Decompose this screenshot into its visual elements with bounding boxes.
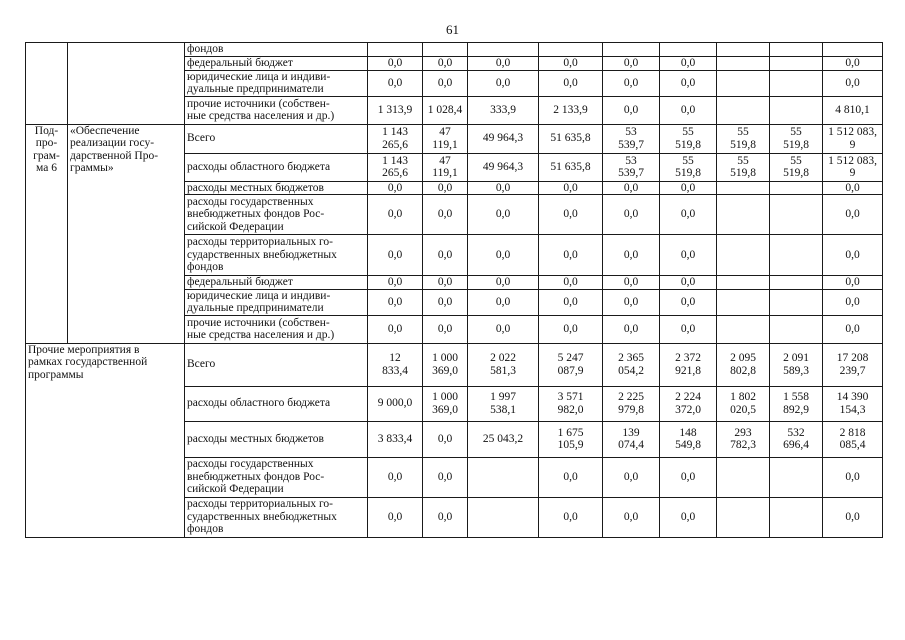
subprogram-code-cell: Под- про- грам- ма 6 bbox=[26, 124, 68, 343]
value-cell: 0,0 bbox=[660, 96, 717, 124]
value-cell: 0,0 bbox=[603, 276, 660, 290]
value-cell: 2 365 054,2 bbox=[603, 343, 660, 386]
subprogram-name-cell bbox=[68, 43, 185, 125]
value-cell: 0,0 bbox=[539, 195, 603, 235]
value-cell: 1 028,4 bbox=[423, 96, 468, 124]
value-cell: 0,0 bbox=[823, 497, 883, 537]
value-cell: 17 208 239,7 bbox=[823, 343, 883, 386]
value-cell: 0,0 bbox=[423, 276, 468, 290]
source-label-cell: федеральный бюджет bbox=[185, 57, 368, 71]
value-cell: 5 247 087,9 bbox=[539, 343, 603, 386]
value-cell bbox=[770, 497, 823, 537]
value-cell bbox=[770, 457, 823, 497]
value-cell: 0,0 bbox=[823, 289, 883, 315]
value-cell bbox=[468, 43, 539, 57]
value-cell: 0,0 bbox=[539, 497, 603, 537]
funding-table bbox=[25, 42, 883, 538]
value-cell: 0,0 bbox=[468, 195, 539, 235]
value-cell: 1 000 369,0 bbox=[423, 386, 468, 421]
value-cell bbox=[770, 289, 823, 315]
value-cell: 55 519,8 bbox=[717, 124, 770, 153]
value-cell: 0,0 bbox=[423, 181, 468, 195]
value-cell: 0,0 bbox=[603, 70, 660, 96]
value-cell: 0,0 bbox=[660, 276, 717, 290]
value-cell bbox=[717, 96, 770, 124]
value-cell: 0,0 bbox=[539, 315, 603, 343]
source-label-cell: фондов bbox=[185, 43, 368, 57]
value-cell: 55 519,8 bbox=[717, 153, 770, 181]
subprogram-code-cell bbox=[26, 43, 68, 125]
value-cell bbox=[717, 276, 770, 290]
value-cell: 0,0 bbox=[368, 315, 423, 343]
source-label-cell: федеральный бюджет bbox=[185, 276, 368, 290]
value-cell bbox=[717, 497, 770, 537]
value-cell: 51 635,8 bbox=[539, 124, 603, 153]
value-cell: 0,0 bbox=[823, 195, 883, 235]
value-cell bbox=[717, 181, 770, 195]
value-cell: 9 000,0 bbox=[368, 386, 423, 421]
value-cell: 0,0 bbox=[368, 235, 423, 276]
value-cell: 0,0 bbox=[823, 57, 883, 71]
subprogram-name-cell: «Обеспечение реализации госу- дарственной Про- граммы» bbox=[68, 124, 185, 343]
value-cell: 293 782,3 bbox=[717, 421, 770, 457]
value-cell: 1 512 083, 9 bbox=[823, 153, 883, 181]
value-cell: 2 091 589,3 bbox=[770, 343, 823, 386]
value-cell: 2 225 979,8 bbox=[603, 386, 660, 421]
value-cell: 1 143 265,6 bbox=[368, 124, 423, 153]
source-label-cell: расходы местных бюджетов bbox=[185, 421, 368, 457]
source-label-cell: Всего bbox=[185, 124, 368, 153]
value-cell: 0,0 bbox=[468, 181, 539, 195]
value-cell: 14 390 154,3 bbox=[823, 386, 883, 421]
value-cell: 0,0 bbox=[823, 315, 883, 343]
value-cell: 0,0 bbox=[603, 96, 660, 124]
value-cell: 1 512 083, 9 bbox=[823, 124, 883, 153]
source-label-cell: расходы областного бюджета bbox=[185, 386, 368, 421]
value-cell: 47 119,1 bbox=[423, 153, 468, 181]
value-cell: 0,0 bbox=[468, 70, 539, 96]
value-cell: 0,0 bbox=[423, 70, 468, 96]
value-cell: 49 964,3 bbox=[468, 124, 539, 153]
value-cell: 0,0 bbox=[368, 457, 423, 497]
value-cell bbox=[770, 43, 823, 57]
value-cell bbox=[823, 43, 883, 57]
value-cell bbox=[603, 43, 660, 57]
value-cell bbox=[717, 235, 770, 276]
value-cell: 1 143 265,6 bbox=[368, 153, 423, 181]
value-cell: 0,0 bbox=[539, 276, 603, 290]
value-cell: 0,0 bbox=[539, 181, 603, 195]
source-label-cell: прочие источники (собствен- ные средства населения и др.) bbox=[185, 96, 368, 124]
value-cell: 49 964,3 bbox=[468, 153, 539, 181]
value-cell: 0,0 bbox=[468, 315, 539, 343]
value-cell: 53 539,7 bbox=[603, 124, 660, 153]
value-cell: 53 539,7 bbox=[603, 153, 660, 181]
value-cell bbox=[770, 195, 823, 235]
value-cell: 1 997 538,1 bbox=[468, 386, 539, 421]
value-cell: 532 696,4 bbox=[770, 421, 823, 457]
value-cell: 0,0 bbox=[423, 457, 468, 497]
value-cell: 1 000 369,0 bbox=[423, 343, 468, 386]
source-label-cell: расходы территориальных го- сударственных внебюджетных фондов bbox=[185, 497, 368, 537]
value-cell bbox=[770, 70, 823, 96]
value-cell: 333,9 bbox=[468, 96, 539, 124]
value-cell: 0,0 bbox=[823, 235, 883, 276]
value-cell bbox=[368, 43, 423, 57]
value-cell: 0,0 bbox=[423, 195, 468, 235]
value-cell: 0,0 bbox=[603, 195, 660, 235]
value-cell bbox=[770, 315, 823, 343]
value-cell: 0,0 bbox=[603, 289, 660, 315]
source-label-cell: юридические лица и индиви- дуальные предприниматели bbox=[185, 289, 368, 315]
value-cell: 55 519,8 bbox=[770, 124, 823, 153]
value-cell: 0,0 bbox=[468, 276, 539, 290]
value-cell bbox=[423, 43, 468, 57]
value-cell: 0,0 bbox=[660, 70, 717, 96]
value-cell: 0,0 bbox=[823, 457, 883, 497]
source-label-cell: юридические лица и индиви- дуальные предприниматели bbox=[185, 70, 368, 96]
value-cell: 2 224 372,0 bbox=[660, 386, 717, 421]
value-cell: 0,0 bbox=[368, 181, 423, 195]
value-cell: 55 519,8 bbox=[660, 153, 717, 181]
value-cell: 0,0 bbox=[660, 57, 717, 71]
value-cell: 1 313,9 bbox=[368, 96, 423, 124]
value-cell: 0,0 bbox=[660, 181, 717, 195]
value-cell bbox=[770, 276, 823, 290]
value-cell: 0,0 bbox=[539, 70, 603, 96]
section-title: Прочие мероприятия в рамках государственной программы bbox=[26, 343, 185, 537]
value-cell: 0,0 bbox=[660, 235, 717, 276]
value-cell: 0,0 bbox=[368, 497, 423, 537]
value-cell bbox=[717, 70, 770, 96]
value-cell bbox=[717, 289, 770, 315]
table-row bbox=[26, 43, 883, 57]
source-label-cell: Всего bbox=[185, 343, 368, 386]
source-label-cell: расходы областного бюджета bbox=[185, 153, 368, 181]
value-cell bbox=[660, 43, 717, 57]
value-cell: 0,0 bbox=[423, 497, 468, 537]
value-cell: 0,0 bbox=[423, 421, 468, 457]
value-cell: 51 635,8 bbox=[539, 153, 603, 181]
source-label-cell: прочие источники (собствен- ные средства населения и др.) bbox=[185, 315, 368, 343]
value-cell: 0,0 bbox=[603, 235, 660, 276]
value-cell bbox=[717, 57, 770, 71]
value-cell: 0,0 bbox=[368, 70, 423, 96]
value-cell: 25 043,2 bbox=[468, 421, 539, 457]
value-cell bbox=[717, 43, 770, 57]
value-cell: 0,0 bbox=[660, 497, 717, 537]
value-cell: 1 802 020,5 bbox=[717, 386, 770, 421]
value-cell: 0,0 bbox=[423, 315, 468, 343]
value-cell: 0,0 bbox=[368, 57, 423, 71]
value-cell: 0,0 bbox=[539, 235, 603, 276]
value-cell: 2 095 802,8 bbox=[717, 343, 770, 386]
value-cell bbox=[770, 181, 823, 195]
value-cell: 0,0 bbox=[468, 235, 539, 276]
value-cell: 0,0 bbox=[423, 235, 468, 276]
value-cell: 0,0 bbox=[823, 276, 883, 290]
value-cell: 2 133,9 bbox=[539, 96, 603, 124]
value-cell bbox=[539, 43, 603, 57]
source-label-cell: расходы государственных внебюджетных фондов Рос- сийской Федерации bbox=[185, 195, 368, 235]
value-cell: 0,0 bbox=[603, 181, 660, 195]
value-cell bbox=[770, 57, 823, 71]
value-cell: 0,0 bbox=[603, 57, 660, 71]
value-cell: 0,0 bbox=[539, 57, 603, 71]
value-cell: 0,0 bbox=[539, 289, 603, 315]
value-cell: 0,0 bbox=[603, 457, 660, 497]
value-cell: 47 119,1 bbox=[423, 124, 468, 153]
value-cell: 0,0 bbox=[368, 289, 423, 315]
value-cell: 0,0 bbox=[660, 457, 717, 497]
value-cell: 148 549,8 bbox=[660, 421, 717, 457]
value-cell bbox=[717, 195, 770, 235]
value-cell: 0,0 bbox=[660, 195, 717, 235]
value-cell: 0,0 bbox=[823, 181, 883, 195]
source-label-cell: расходы государственных внебюджетных фондов Рос- сийской Федерации bbox=[185, 457, 368, 497]
value-cell: 0,0 bbox=[368, 276, 423, 290]
value-cell: 55 519,8 bbox=[770, 153, 823, 181]
value-cell: 0,0 bbox=[603, 315, 660, 343]
value-cell: 0,0 bbox=[823, 70, 883, 96]
source-label-cell: расходы местных бюджетов bbox=[185, 181, 368, 195]
value-cell: 3 833,4 bbox=[368, 421, 423, 457]
value-cell: 0,0 bbox=[603, 497, 660, 537]
value-cell: 2 022 581,3 bbox=[468, 343, 539, 386]
source-label-cell: расходы территориальных го- сударственных внебюджетных фондов bbox=[185, 235, 368, 276]
value-cell bbox=[770, 235, 823, 276]
value-cell: 2 372 921,8 bbox=[660, 343, 717, 386]
value-cell: 4 810,1 bbox=[823, 96, 883, 124]
value-cell bbox=[770, 96, 823, 124]
table-row bbox=[26, 124, 883, 153]
value-cell: 12 833,4 bbox=[368, 343, 423, 386]
value-cell: 0,0 bbox=[539, 457, 603, 497]
value-cell: 0,0 bbox=[368, 195, 423, 235]
page-number: 61 bbox=[446, 22, 459, 37]
value-cell: 0,0 bbox=[468, 289, 539, 315]
table-row bbox=[26, 343, 883, 386]
value-cell bbox=[717, 315, 770, 343]
value-cell bbox=[717, 457, 770, 497]
value-cell: 1 675 105,9 bbox=[539, 421, 603, 457]
value-cell: 0,0 bbox=[423, 289, 468, 315]
value-cell: 139 074,4 bbox=[603, 421, 660, 457]
value-cell: 0,0 bbox=[660, 289, 717, 315]
value-cell: 2 818 085,4 bbox=[823, 421, 883, 457]
value-cell bbox=[468, 457, 539, 497]
value-cell: 1 558 892,9 bbox=[770, 386, 823, 421]
value-cell bbox=[468, 497, 539, 537]
value-cell: 0,0 bbox=[423, 57, 468, 71]
value-cell: 55 519,8 bbox=[660, 124, 717, 153]
value-cell: 0,0 bbox=[468, 57, 539, 71]
value-cell: 3 571 982,0 bbox=[539, 386, 603, 421]
value-cell: 0,0 bbox=[660, 315, 717, 343]
